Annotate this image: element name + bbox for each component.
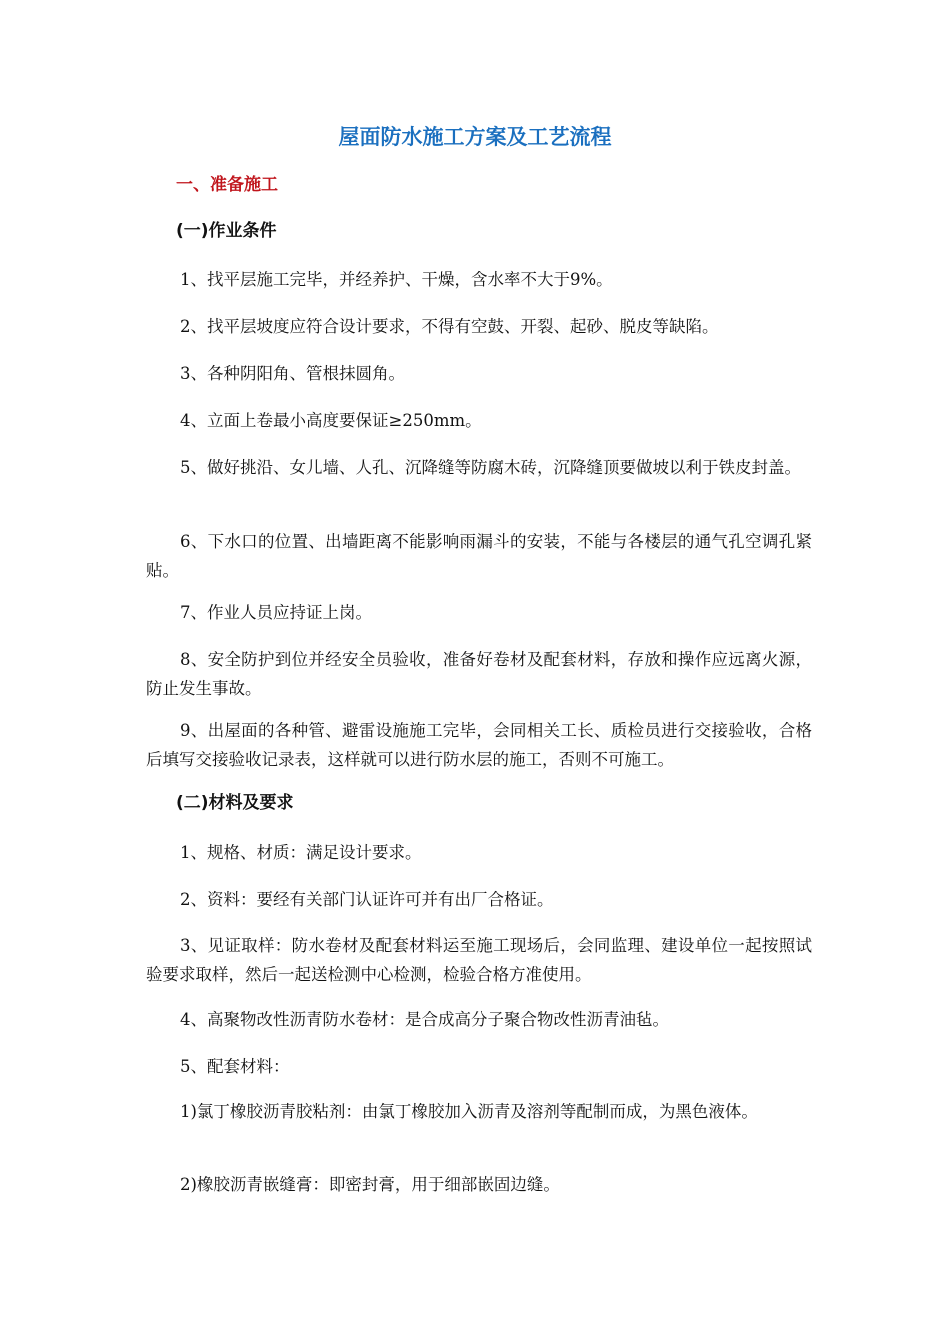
- paragraph-condition-1: 1、找平层施工完毕，并经养护、干燥，含水率不大于9%。: [180, 270, 613, 289]
- paragraph-material-5: 5、配套材料：: [180, 1057, 290, 1076]
- subheading-work-conditions: (一)作业条件: [176, 221, 277, 241]
- paragraph-material-2: 2、资料：要经有关部门认证许可并有出厂合格证。: [180, 890, 554, 909]
- paragraph-material-4: 4、高聚物改性沥青防水卷材：是合成高分子聚合物改性沥青油毡。: [180, 1010, 669, 1029]
- paragraph-condition-2: 2、找平层坡度应符合设计要求，不得有空鼓、开裂、起砂、脱皮等缺陷。: [180, 317, 719, 336]
- paragraph-material-5-1: 1)氯丁橡胶沥青胶粘剂：由氯丁橡胶加入沥青及溶剂等配制而成，为黑色液体。: [180, 1102, 758, 1121]
- paragraph-condition-5: 5、做好挑沿、女儿墙、人孔、沉降缝等防腐木砖，沉降缝顶要做坡以利于铁皮封盖。: [180, 458, 801, 477]
- paragraph-condition-9: 9、出屋面的各种管、避雷设施施工完毕，会同相关工长、质检员进行交接验收，合格后填写交接验收记录表，这样就可以进行防水层的施工，否则不可施工。: [146, 721, 812, 769]
- paragraph-condition-3: 3、各种阴阳角、管根抹圆角。: [180, 364, 405, 383]
- paragraph-material-5-2: 2)橡胶沥青嵌缝膏：即密封膏，用于细部嵌固边缝。: [180, 1175, 560, 1194]
- subheading-materials: (二)材料及要求: [176, 793, 294, 813]
- paragraph-material-1: 1、规格、材质：满足设计要求。: [180, 843, 422, 862]
- paragraph-condition-7: 7、作业人员应持证上岗。: [180, 603, 372, 622]
- paragraph-condition-8: 8、安全防护到位并经安全员验收，准备好卷材及配套材料，存放和操作应远离火源，防止发生事故。: [146, 650, 812, 698]
- paragraph-material-3: 3、见证取样：防水卷材及配套材料运至施工现场后，会同监理、建设单位一起按照试验要求取样，然后一起送检测中心检测，检验合格方准使用。: [146, 936, 812, 984]
- document-title: 屋面防水施工方案及工艺流程: [338, 124, 612, 149]
- paragraph-condition-6: 6、下水口的位置、出墙距离不能影响雨漏斗的安装，不能与各楼层的通气孔空调孔紧贴。: [146, 532, 812, 580]
- section-heading-preparation: 一、准备施工: [176, 175, 278, 195]
- paragraph-condition-4: 4、立面上卷最小高度要保证≥250mm。: [180, 411, 482, 430]
